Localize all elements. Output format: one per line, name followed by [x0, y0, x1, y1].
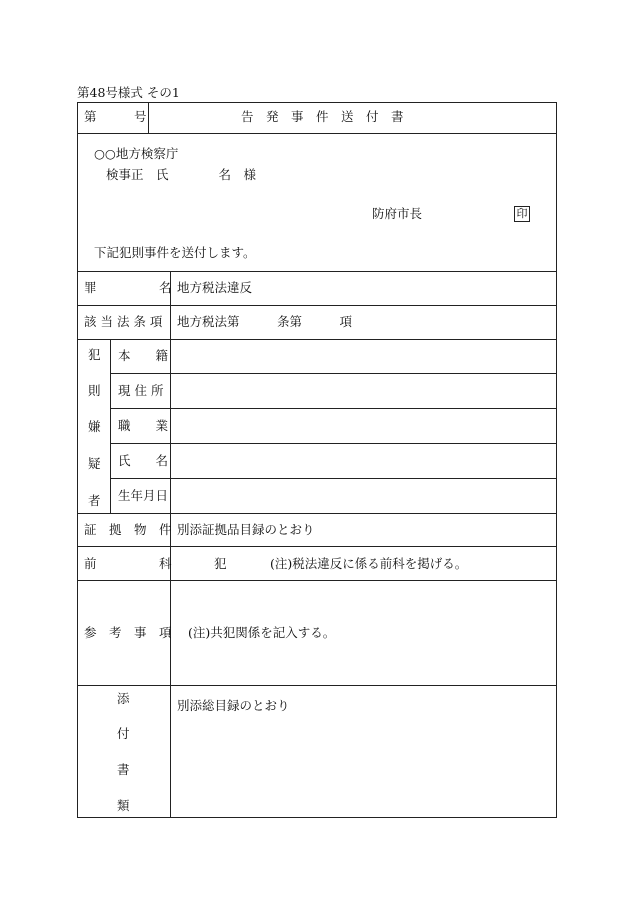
- prosecutor-office: ○○地方検察庁: [94, 146, 179, 161]
- prosecutor-name-line: 検事正 氏 名 様: [106, 167, 257, 182]
- suspect-label-char: 則: [88, 383, 101, 398]
- seal-mark: 印: [514, 206, 530, 222]
- reference-note: (注)共犯関係を記入する。: [188, 625, 336, 640]
- suspect-label-char: 疑: [88, 456, 101, 471]
- attachment-value: 別添総目録のとおり: [177, 698, 290, 713]
- number-label: 第 号: [84, 109, 147, 124]
- suspect-label-char: 者: [88, 493, 101, 508]
- criminal-record-note: (注)税法違反に係る前科を掲げる。: [270, 556, 468, 571]
- document-title: 告 発 事 件 送 付 書: [241, 109, 404, 124]
- applicable-article-label: 該 当 法 条 項: [84, 314, 163, 329]
- occupation-label: 職 業: [118, 418, 169, 433]
- attachment-label-char: 付: [117, 726, 130, 741]
- sender-name: 防府市長: [372, 206, 423, 221]
- attachment-label-char: 類: [117, 798, 130, 813]
- attachment-label-char: 添: [117, 691, 130, 706]
- crime-name-value: 地方税法違反: [177, 280, 253, 295]
- criminal-record-count: 犯: [214, 556, 227, 571]
- reference-label: 参 考 事 項: [84, 625, 172, 640]
- current-address-label: 現 住 所: [118, 383, 164, 398]
- attachment-label-char: 書: [117, 762, 130, 777]
- registered-domicile-label: 本 籍: [118, 348, 169, 363]
- evidence-label: 証 拠 物 件: [84, 522, 172, 537]
- criminal-record-label: 前 科: [84, 556, 172, 571]
- applicable-article-value: 地方税法第 条第 項: [177, 314, 353, 329]
- evidence-value: 別添証拠品目録のとおり: [177, 522, 315, 537]
- birth-date-label: 生年月日: [118, 488, 169, 503]
- suspect-name-label: 氏 名: [118, 453, 169, 468]
- suspect-label-char: 犯: [88, 347, 101, 362]
- transmittal-statement: 下記犯則事件を送付します。: [94, 245, 256, 260]
- crime-name-label: 罪 名: [84, 280, 172, 295]
- form-id: 第48号様式 その1: [77, 85, 180, 100]
- suspect-label-char: 嫌: [88, 419, 101, 434]
